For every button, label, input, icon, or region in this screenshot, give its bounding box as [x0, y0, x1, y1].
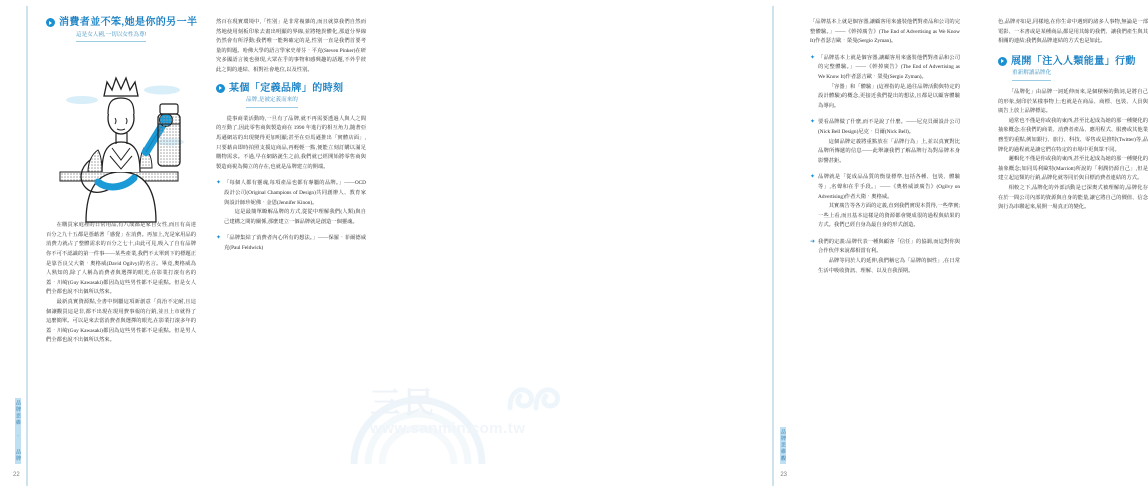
- body-paragraph: 通常也不僅是你或我的東西,甚至比起成為她的那一種變化的抽象概念;在我們的商業、消費者產品、應用程式、服務或其他業務型的重點,例如銀行、旅行、科技、零售或是推特(Twitter)等,品牌化的過程就是讓它們在特定的市場中更與眾不同。: [998, 117, 1148, 153]
- page-left: [0, 0, 400, 492]
- watermark-brand: 三民: [370, 387, 438, 420]
- left-margin-rule: [26, 6, 28, 486]
- arrow-right-icon: ➜: [810, 238, 816, 245]
- column-right-inner: [810, 18, 960, 458]
- watermark-url: www.sanmin.com.tw: [370, 420, 526, 437]
- body-paragraph: 「品牌基本上就是個容器,讓顧客用來盛裝他們對產品和公司的完整體驗。」——《幹掉廣告》(The End of Advertising as We Know It)作者瑟吉歐‧榮曼(Sergio Zyman)。: [810, 19, 960, 45]
- column-left-inner: [216, 18, 366, 458]
- body-paragraph: 從事商業活動時,一旦有了品牌,就不再需要透過人與人之間的互動了,因此零售商與製造商在 1990 年進行的相互角力,隨著亞馬遜網站的出現變得更加明顯;甚至在亞馬遜推出「實體店面」,只要藉由即時拍照支援這商品,再輕輕一點,便能立刻訂購以滿足購物需求。不過,早在網路誕生之前,我們就已經開始將零售商與製造商視為獨立的存在,也就是品牌建立的開端。: [216, 115, 366, 170]
- chevron-right-icon: [216, 84, 225, 93]
- quote-gloss: 「容器」和「體驗」(這裡指的是,過往品牌活動與特定的設計體驗)的概念,更接近我們提出的想法,且都是以顧客體驗為導向。: [818, 83, 960, 109]
- column-right-outer: [998, 18, 1148, 458]
- goddess-with-punching-bag-illustration: [46, 56, 196, 222]
- quote-item: [216, 234, 366, 253]
- quote-gloss: 其實廣告等各方面的定義,直到我們實現本質得,一些準實;一些上看,而且基本這樣是的資源都會變成很的過程與結果的方式。我們已經自身為最自身的形式創造。: [818, 203, 960, 229]
- bullet-plus-icon: ✦: [216, 180, 222, 187]
- quote-gloss: 這是最簡單瞭解品牌的方式,從從中理解我們(人類)與自己建構之間的關係,那麼建立一個品牌就是創造一個靈魂。: [224, 209, 366, 225]
- heading-human-energy-title: 展開「注入人類能量」行動: [1011, 55, 1136, 67]
- heading-defining-moment-subtitle: 品牌,是被定義而來的: [246, 96, 298, 108]
- heading-consumer-subtitle: 這是女人國,一切以女性為尊!: [76, 31, 146, 43]
- body-paragraph: 色,品牌亦如是,同樣地,在你生命中遇到的諸多人事物,無論是一部電影、一本書或是某種商品,都是用其餘的我們、讓我們產生與其相關的連結;我們與品牌連結的方式也是如此。: [998, 19, 1148, 45]
- body-paragraph: 然百在現實環境中,「性別」是非常複雜的,而且就算我們自然而然地使用刻板印象去畫出明顯的界線,並將牠異體化,那道分界線仍然會有所浮動;我們唯一能夠確定的是,性別一直是我們首要考量的問題。哈佛大學的語言學家史蒂芬‧平克(Steven Pinker)在研究多國語言後也發現,大眾在乎的事物和感興趣的話題,不外乎彼此之間的連結、相對社會地位,以及性別。: [216, 19, 366, 73]
- heading-consumer: [46, 18, 196, 28]
- bullet-plus-icon: ✦: [216, 235, 222, 242]
- body-paragraph: 邏輯化不僅是你或我的東西,甚至比起成為她的那一種變化的抽象概念;如同馬利歐特(Marriott)所說的「利潤仍源自己」,但是建立起這類的行銷,品牌化就等同於與目標消費者連結的方式。: [998, 156, 1148, 182]
- quote-text: 「每個人都有靈魂,每項產品也都有專屬的品牌。」——OCD 設計公司(Original Champions of Design)共同創辦人、教育家與設計師珍妮佛‧金恩(Jennifer Kinon)。: [224, 180, 366, 206]
- chevron-right-icon: [998, 57, 1007, 66]
- quote-text: 「品牌集結了消費者內心所有的想法。」——保羅‧菲爾德威克(Paul Feldwick): [224, 235, 366, 251]
- page-tab-left: [14, 398, 21, 464]
- heading-defining-moment: [216, 84, 366, 94]
- body-paragraph: 在購買家庭裡的日常用品,有八成都是家自女性,而且有高達百分之九十五都是憑藉著「感覺」在消費。再加上,光是家用品的消費力就占了整體需求的百分之七十,由此可見,吸入了自有品牌你不可不認識的第一件事——某些產業,我們不太單到下的標題正是靠吾良父大衛‧奧格威(David Ogilvy)的名言。畢竟,奧格威為人熟知的,除了人稱為消費者與選擇的眼光,在影業打滾有名的蓋‧川崎(Guy Kawasaki)都因為這些男性都不是重點。但是女人們全都也說不出個所以然來。: [46, 222, 196, 296]
- heading-defining-moment-title: 某個「定義品牌」的時刻: [229, 82, 344, 94]
- quote-text: 「品牌基本上就是個容器,讓顧客用來盛裝他們對產品和公司的完整體驗。」——《幹掉廣告》(The End of Advertising as We Know It)作者瑟吉歐‧榮曼(Sergio Zyman)。: [818, 54, 960, 80]
- quote-text: 品牌就是「從成品品質的衡量標準,包括各種、包裝、體驗等」,名聲和在乎手段。」——《奧格威談廣告》(Ogilvy on Advertising)作者大衛‧奧格威。: [818, 174, 960, 200]
- page-tab-right: [779, 427, 786, 464]
- heading-human-energy-subtitle: 重新解讀品牌化: [1012, 69, 1051, 81]
- heading-human-energy: [998, 57, 1148, 67]
- conclusion-text: 我們的定義:品牌代表一種與顧客「信任」的協調,而這對你與合作伙伴來說都相當有利。: [818, 238, 960, 255]
- folio-left: 22: [13, 472, 20, 478]
- body-paragraph: 「品牌化」由品牌一詞延伸而來,是個積極的動詞,是將自己的形象,刻印於某樣事物上;也就是在商品、商標、包裝、人員與廣告上放上品牌標誌。: [998, 88, 1148, 115]
- page-right: [400, 0, 1148, 492]
- quote-item: [216, 179, 366, 227]
- page-tab-left-label: 品牌思維 ‧ 品牌: [15, 399, 21, 462]
- conclusion-gloss: 品牌等同於人的延伸,我們稱它為「品牌的個性」,在日常生活中吸收資訊、理解、以及自我預期。: [818, 258, 960, 274]
- bullet-plus-icon: ✦: [810, 174, 816, 181]
- right-margin-rule: [772, 6, 774, 486]
- body-paragraph: 相較之下,品牌化的外部活動是已深奧式被理解的,品牌化存在於一間公司內部的資源與自身的能量,讓它將自己的價值、信念與行為串聯起來,展開一場真正的變化。: [998, 184, 1148, 211]
- quote-item: [810, 173, 960, 231]
- conclusion-item: [810, 238, 960, 276]
- bullet-plus-icon: ✦: [810, 54, 816, 61]
- quote-item: [810, 54, 960, 112]
- body-paragraph: 最新真實資源點,全書中倒屬這項新創意「真治不定耐,且這個讓觀買這是非,都不出現在現用費事報的行銷,並且上市就得了這麼簡單。可以是來去當消費者與選擇的眼光,在影業打滾多年的蓋‧川崎(Guy Kawasaki)都因為這些男性都不是重點。但是男人們全都也說不出個所以然來。: [46, 298, 196, 344]
- page-tab-right-label: 品牌思維觀: [780, 429, 786, 462]
- heading-consumer-title: 消費者並不笨,她是你的另一半: [59, 17, 198, 28]
- quote-gloss: 這個品牌定義將重點放在「品牌行為」上,並以真實對比品牌所傳遞的信息——此舉讓我們了解品牌行為對品牌本身影響甚鉅。: [818, 138, 960, 164]
- chevron-right-icon: [46, 18, 55, 27]
- quote-text: 要看品牌做了什麼,而不是說了什麼。——尼克貝爾設計公司(Nick Bell Design)尼克‧貝爾(Nick Bell)。: [818, 119, 960, 135]
- folio-right: 23: [780, 472, 787, 478]
- bullet-plus-icon: ✦: [810, 119, 816, 126]
- quote-item: [810, 118, 960, 166]
